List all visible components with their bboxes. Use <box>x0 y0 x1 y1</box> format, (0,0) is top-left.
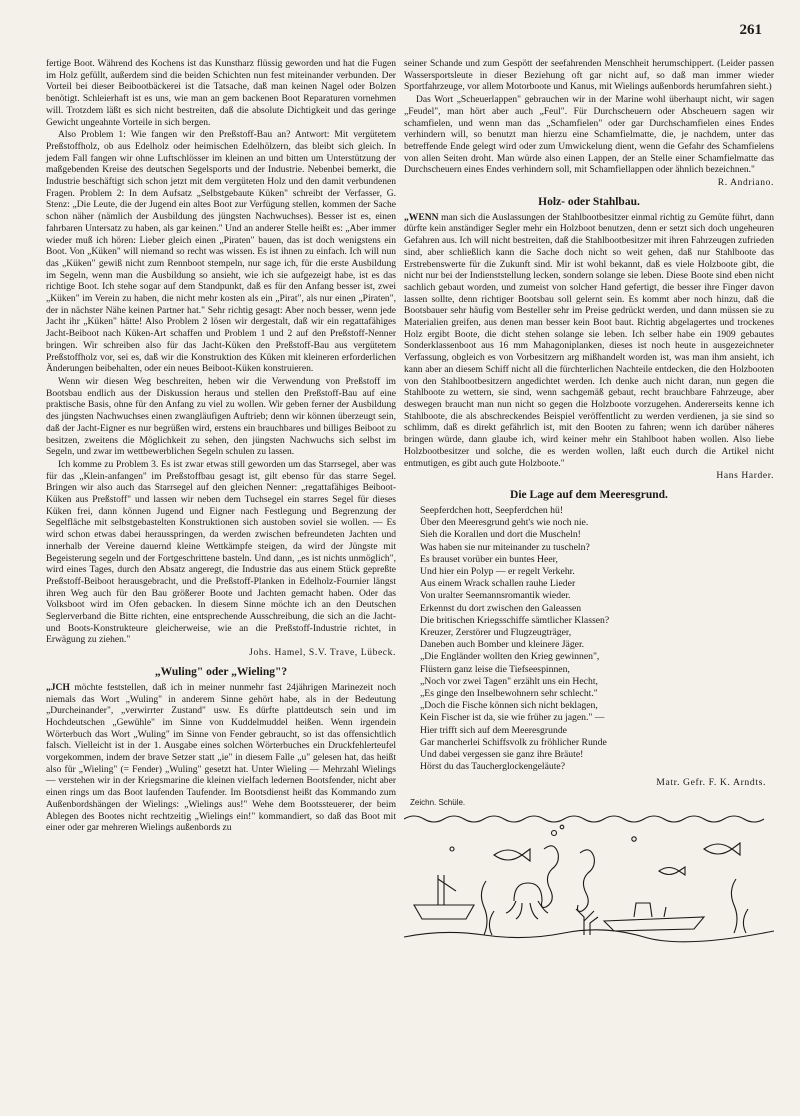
article-paragraph: Das Wort „Scheuerlappen" gebrauchen wir in der Marine wohl überhaupt nicht, wir sagen „Feudel", man hört aber auch „Feul". Für Durchscheuern oder Abscheuern sagen wir schamfielen, und wenn man das „Schamfielen" oder gar Durchschamfielen eines Endes verhindern will, so benutzt man hierzu eine Schamfielmatte, die, je nachdem, unter das betreffende Ende gelegt wird oder zum Umwickelung dient, wenn die Gefahr des Schamfielens von allen Seiten droht. Man würde also einen Lappen, der an Stelle einer Schamfielmatte das Durchscheuern eines Endes verhindern soll, mit Schamfiellappen oder ähnlich bezeichnen." <box>404 94 774 176</box>
poem-line: Was haben sie nur miteinander zu tuscheln? <box>420 541 590 553</box>
article-paragraph: Also Problem 1: Wie fangen wir den Preßstoff-Bau an? Antwort: Mit vergütetem Preßstoffholz, ob aus Edelholz oder heimischen Edelhölzern, das bleibt sich gleich. In jedem Fall fangen wir ohne Luftschlösser im kleinen an und bitten um Unterstützung der maßgebenden Kreise des deutschen Segelsports und der Industrie. Nebenbei bemerkt, die Industrie beschäftigt sich schon jetzt mit dem vergüteten Holz und den damit verbundenen Fragen. Problem 2: In dem Aufsatz „Selbstgebaute Küken" schreibt der Verfasser, G. Stenz: „Die Leute, die der Jugend ein altes Boot zur Verfügung stellen, kommen der Sache schon näher (nämlich der Ausbildung des jüngsten Nachwuchses). Besser ist es, einen fahrbaren Untersatz zu haben, als gar keinen." Und an anderer Stelle heißt es: „Aber immer wieder muß ich hören: Lieber gleich einen „Piraten" bauen, das ist doch wenigstens ein Boot. Von „Küken" will niemand so recht was wissen. Es ist ihnen zu einfach. Ich will nun das „Küken" gewiß nicht zum Rennboot stempeln, nur sage ich, für die erste Ausbildung im Segeln, wenn man die Ausbildung so ansieht, wie ich sie aufgezeigt habe, ist es das richtige Boot. Ich stehe sogar auf dem Standpunkt, daß es für den Anfang besser ist, zwei „Küken" im Verein zu haben, die nicht mehr kosten als ein „Pirat", als nur einen „Piraten", der in nächster Nähe keinen Partner hat." Sehr richtig gesagt: Aber noch besser, wenn jede Jacht ihr „Küken" hätte! Also Problem 2 lösen wir dergestalt, daß wir ein regattafähiges Jacht-Beiboot nach Küken-Art schaffen und Problem 1 und 2 auf den Preßstoff-Nenner bringen. Wir schreiben also für das Jacht-Küken den Preßstoff-Bau aus vergütetem Preßstoffholz vor, sei es, daß wir die Konstruktion des Küken mit kleineren erforderlichen Änderungen beibehalten, oder ein neues Beiboot-Küken konstruieren. <box>46 129 396 375</box>
poem-line: Erkennst du dort zwischen den Galeassen <box>420 602 582 614</box>
poem-line: Kreuzer, Zerstörer und Flugzeugträger, <box>420 626 572 638</box>
poem-line: Die britischen Kriegsschiffe sämtlicher Klassen? <box>420 614 610 626</box>
bubble <box>552 830 557 835</box>
right-column <box>404 58 774 949</box>
paragraph-text: man sich die Auslassungen der Stahlbootbesitzer einmal richtig zu Gemüte führt, dann dürfte kein anständiger Segler mehr ein Holzboot benutzen, denn er setzt sich doch ungeheuren Gefahren aus. Ich will nicht bestreiten, daß die Stahlbootbesitzer mit ihren Fahrzeugen zufrieden sind, aber schließlich kann die Sache doch nicht so weit gehen, daß nur Stahlboote das Erstrebenswerte für die Zukunft sind. Mir ist wohl bekannt, daß es viele Holzboote gibt, die nicht nur bei der Indienststellung lecken, sondern solange sie leben. Diese Boote sind eben nicht sachlich gebaut worden, und zumeist von solcher Hand gefertigt, die besser ihre Finger davon lassen sollte, denn richtiger Bootsbau soll gelernt sein. Es kommt aber noch hinzu, daß die Bootsbauer sehr häufig vom Besteller sehr im Preise gedrückt werden, und dann müssen sie zu Materialien greifen, aus denen man besser kein Boot baut. Richtig abgelagertes und trockenes Holz ergibt Boote, die dicht stehen solange sie leben. Ich selber habe ein 1909 gebautes Sonderklassenboot aus 16 mm Mahagoniplanken, dieses ist noch heute in ausgezeichneter Verfassung, obgleich es von Vorbesitzern arg mißhandelt worden ist, was man ihm ansieht, ich kann aber an diesem Schiff nicht all die fürchterlichen Nachteile entdecken, die den Holzbooten von den Stahlbootbesitzern angedichtet werden. Ich denke auch nicht daran, nun gegen die Stahlboote zu wettern, sie sind, wenn sachgemäß gebaut, recht brauchbare Fahrzeuge, aber deswegen braucht man nun nicht so gegen die Holzboote vorzugehen. Andererseits kenne ich Stahlboote, die als abschreckendes Beispiel veröffentlicht zu werden verdienen, ja sie sind so schlimm, daß es direkt gefährlich ist, mit den Booten zu fahren; wenn ich darüber näheres bringen würde, dann glaube ich, wird keiner mehr ein Stahlboot haben wollen. Also liebe Holzbootbesitzer und solche, die es werden wollen, laßt euch durch die Artikel nicht entmutigen, es gibt auch gute Holzboote." <box>404 211 774 469</box>
article-paragraph-wuling <box>46 682 396 834</box>
seahorse <box>542 845 559 907</box>
poem-line: Aus einem Wrack schallen rauhe Lieder <box>420 578 576 590</box>
signature-andriano: R. Andriano. <box>717 177 774 189</box>
heading-meeresgrund: Die Lage auf dem Meeresgrund. <box>510 488 668 501</box>
paragraph-text: möchte feststellen, daß ich in meiner nunmehr fast 24jährigen Marinezeit noch niemals das Wort „Wuling" in anderem Sinne gehört habe, als in der Bedeutung „Durcheinander", „verwirrter Zustand" usw. Es dürfte plattdeutsch sein und im Hochdeutschen „Gewühle" im Sinne von Kuddelmuddel heißen. Wenn irgendein Wörterbuch das Wort „Wuling" im Sinne von Fender gebraucht, so ist das offensichtlich falsch. Vielleicht ist in der 1. Ausgabe eines solchen Wörterbuches ein Druckfehlerteufel vorgekommen, indem der brave Setzer statt „ie" in diesem Falle „u" gelesen hat, das heißt also für „Wieling" (= Fender) „Wuling" gesetzt hat. Unter Wieling — Mehrzahl Wielings — verstehen wir in der Kriegsmarine die kleinen vielfach ledernen Bootsfender, nicht aber einen rings um das Boot laufenden Taufender. Im Bootsdienst heißt das Kommando zum Außenbordshängen der Wielings: „Wielings aus!" Wehe dem Bootssteuerer, der beim Ablegen des Bootes nicht rechtzeitig „Wielings ein!" kommandiert, so daß das Boot mit einer oder gar mehreren Wielings außenbords zu <box>46 681 396 834</box>
bubble <box>632 836 636 840</box>
wave-line <box>404 816 764 822</box>
dropcap: „WENN <box>404 211 439 223</box>
signature-hamel: Johs. Hamel, S.V. Trave, Lübeck. <box>249 647 396 659</box>
poem-line: Und hier ein Polyp — er regelt Verkehr. <box>420 565 575 577</box>
poem <box>420 505 774 773</box>
fish <box>659 867 685 875</box>
poem-line: Über den Meeresgrund geht's wie noch nie. <box>420 517 589 529</box>
poem-line: Flüstern ganz leise die Tiefseespinnen, <box>420 663 570 675</box>
poem-line: Und dabei vergessen sie ganz ihre Bräute! <box>420 748 584 760</box>
heading-holz-stahlbau: Holz- oder Stahlbau. <box>538 195 640 208</box>
poem-line: Daneben auch Bomber und kleinere Jäger. <box>420 639 585 651</box>
article-paragraph: fertige Boot. Während des Kochens ist das Kunstharz flüssig geworden und hat die Fugen im Holz gefüllt, außerdem sind die beiden Schichten nun fest miteinander verbunden. Der Vorteil bei dieser Beibootbäckerei ist die Tatsache, daß man keinen Nagel oder Bolzen benötigt. Schleierhaft ist es uns, wie man an gem backenen Boot Reparaturen vornehmen will. Trotzdem läßt es sich nicht bestreiten, daß die absolute Dichtigkeit und das geringe Gewicht ungeahnte Vorteile in sich bergen. <box>46 58 396 128</box>
article-paragraph: Ich komme zu Problem 3. Es ist zwar etwas still geworden um das Starrsegel, aber was für das „Klein-anfangen" im Preßstoffbau gesagt ist, gilt ebenso für das starre Segel. Bringen wir also auch das Starrsegel auf den gleichen Nenner: „regattafähiges Beiboot-Küken aus Preßstoff" und lassen wir neben dem Tuchsegel ein starres Segel für dieses Küken frei, dann können Jugend und Eigner nach Festlegung und Begrenzung der Segelfläche mit selbstgebastelten Konstruktionen sich austoben soviel sie wollen. — Es wird schon etwas dabei herausspringen, da werden zwischen befreundeten Jachten und innerhalb der Vereine dauernd kleine Wettkämpfe steigen, da wird der Jüngste mit Begeisterung segeln und der Fortgeschrittene basteln. Und dann, „es ist nichts unmöglich", wird eines Tages, durch den Absatz angeregt, die Industrie das aus einem Stück gepreßte Preßstoff-Beiboot herausgebracht, und die Preßstoff-Planken in Edelholz-Fournier längst ihren Weg auch für den Bau größerer Boote und Jachten gemacht haben. Oder das Volksboot wird im Ofen gebacken. In diesem Sinne möchte ich an den Deutschen Seglerverband die Bitte richten, eine entsprechende Ausschreibung, die sich an die Jacht- und Boots-Konstrukteure gleicherweise, wie an die Preßstoff-Industrie richtet, in Erwägung zu ziehen." <box>46 458 396 646</box>
fish <box>494 849 530 861</box>
seahorse <box>578 849 595 911</box>
poem-line: Hörst du das Taucherglockengeläute? <box>420 761 566 773</box>
octopus <box>506 883 548 919</box>
poem-line: „Noch vor zwei Tagen" erzählt uns ein Hecht, <box>420 675 598 687</box>
left-column <box>46 58 396 835</box>
seabed-illustration <box>404 809 774 949</box>
poem-line: „Es ginge den Inselbewohnern sehr schlecht." <box>420 687 598 699</box>
poem-line: Hier trifft sich auf dem Meeresgrunde <box>420 724 567 736</box>
fish <box>704 843 740 855</box>
article-paragraph: seiner Schande und zum Gespött der seefahrenden Menschheit herumschippert. (Leider passen Wassersportsleute in dieser Beziehung oft gar nicht auf, so daß man immer wieder Sportfahrzeuge, vor allem Motorboote und Kanus, mit Wielings außenbords herumfahren sieht.) <box>404 58 774 93</box>
page-number: 261 <box>739 22 762 38</box>
article-paragraph-holz <box>404 212 774 469</box>
poem-line: Kein Fischer ist da, sie wie früher zu jagen." — <box>420 712 605 724</box>
heading-wuling: „Wuling" oder „Wieling"? <box>154 665 288 678</box>
signature-harder: Hans Harder. <box>716 470 774 482</box>
dropcap: „JCH <box>46 681 70 693</box>
bubble <box>450 847 454 851</box>
warship-hull <box>604 903 704 931</box>
poem-line: Von uralter Seemannsromantik wieder. <box>420 590 571 602</box>
bubble <box>560 825 564 829</box>
poem-line: Es brauset vorüber ein buntes Heer, <box>420 553 558 565</box>
poem-line: Seepferdchen hott, Seepferdchen hü! <box>420 504 564 516</box>
article-paragraph: Wenn wir diesen Weg beschreiten, heben wir die Verwendung von Preßstoff im Bootsbau endlich aus der Diskussion heraus und stellen den Preßstoff-Bau auf eine praktische Basis, ohne für den Anfang zu viel zu wollen. Wir geben ferner der Ausbildung des jüngsten Nachwuchses einen zwangläufigen Auftrieb; denn wir können überzeugt sein, daß der Jacht-Eigner es nur begrüßen wird, erstens ein brauchbares und billiges Beiboot zu besitzen, zweitens die Möglichkeit zu sehen, den jüngsten Nachwuchs sich selbst im Segeln, und zwar im wettbewerblichen Segeln schulen zu lassen. <box>46 375 396 458</box>
poem-author: Matr. Gefr. F. K. Arndts. <box>656 777 766 789</box>
poem-line: Sieh die Korallen und dort die Muscheln! <box>420 529 581 541</box>
seabed-line <box>404 929 774 941</box>
poem-line: „Die Engländer wollten den Krieg gewinnen", <box>420 651 600 663</box>
poem-line: „Doch die Fische können sich nicht beklagen, <box>420 700 598 712</box>
shipwreck <box>414 875 474 919</box>
illustration-credit: Zeichn. Schüle. <box>410 797 466 807</box>
poem-line: Gar mancherlei Schiffsvolk zu fröhlicher Runde <box>420 736 607 748</box>
